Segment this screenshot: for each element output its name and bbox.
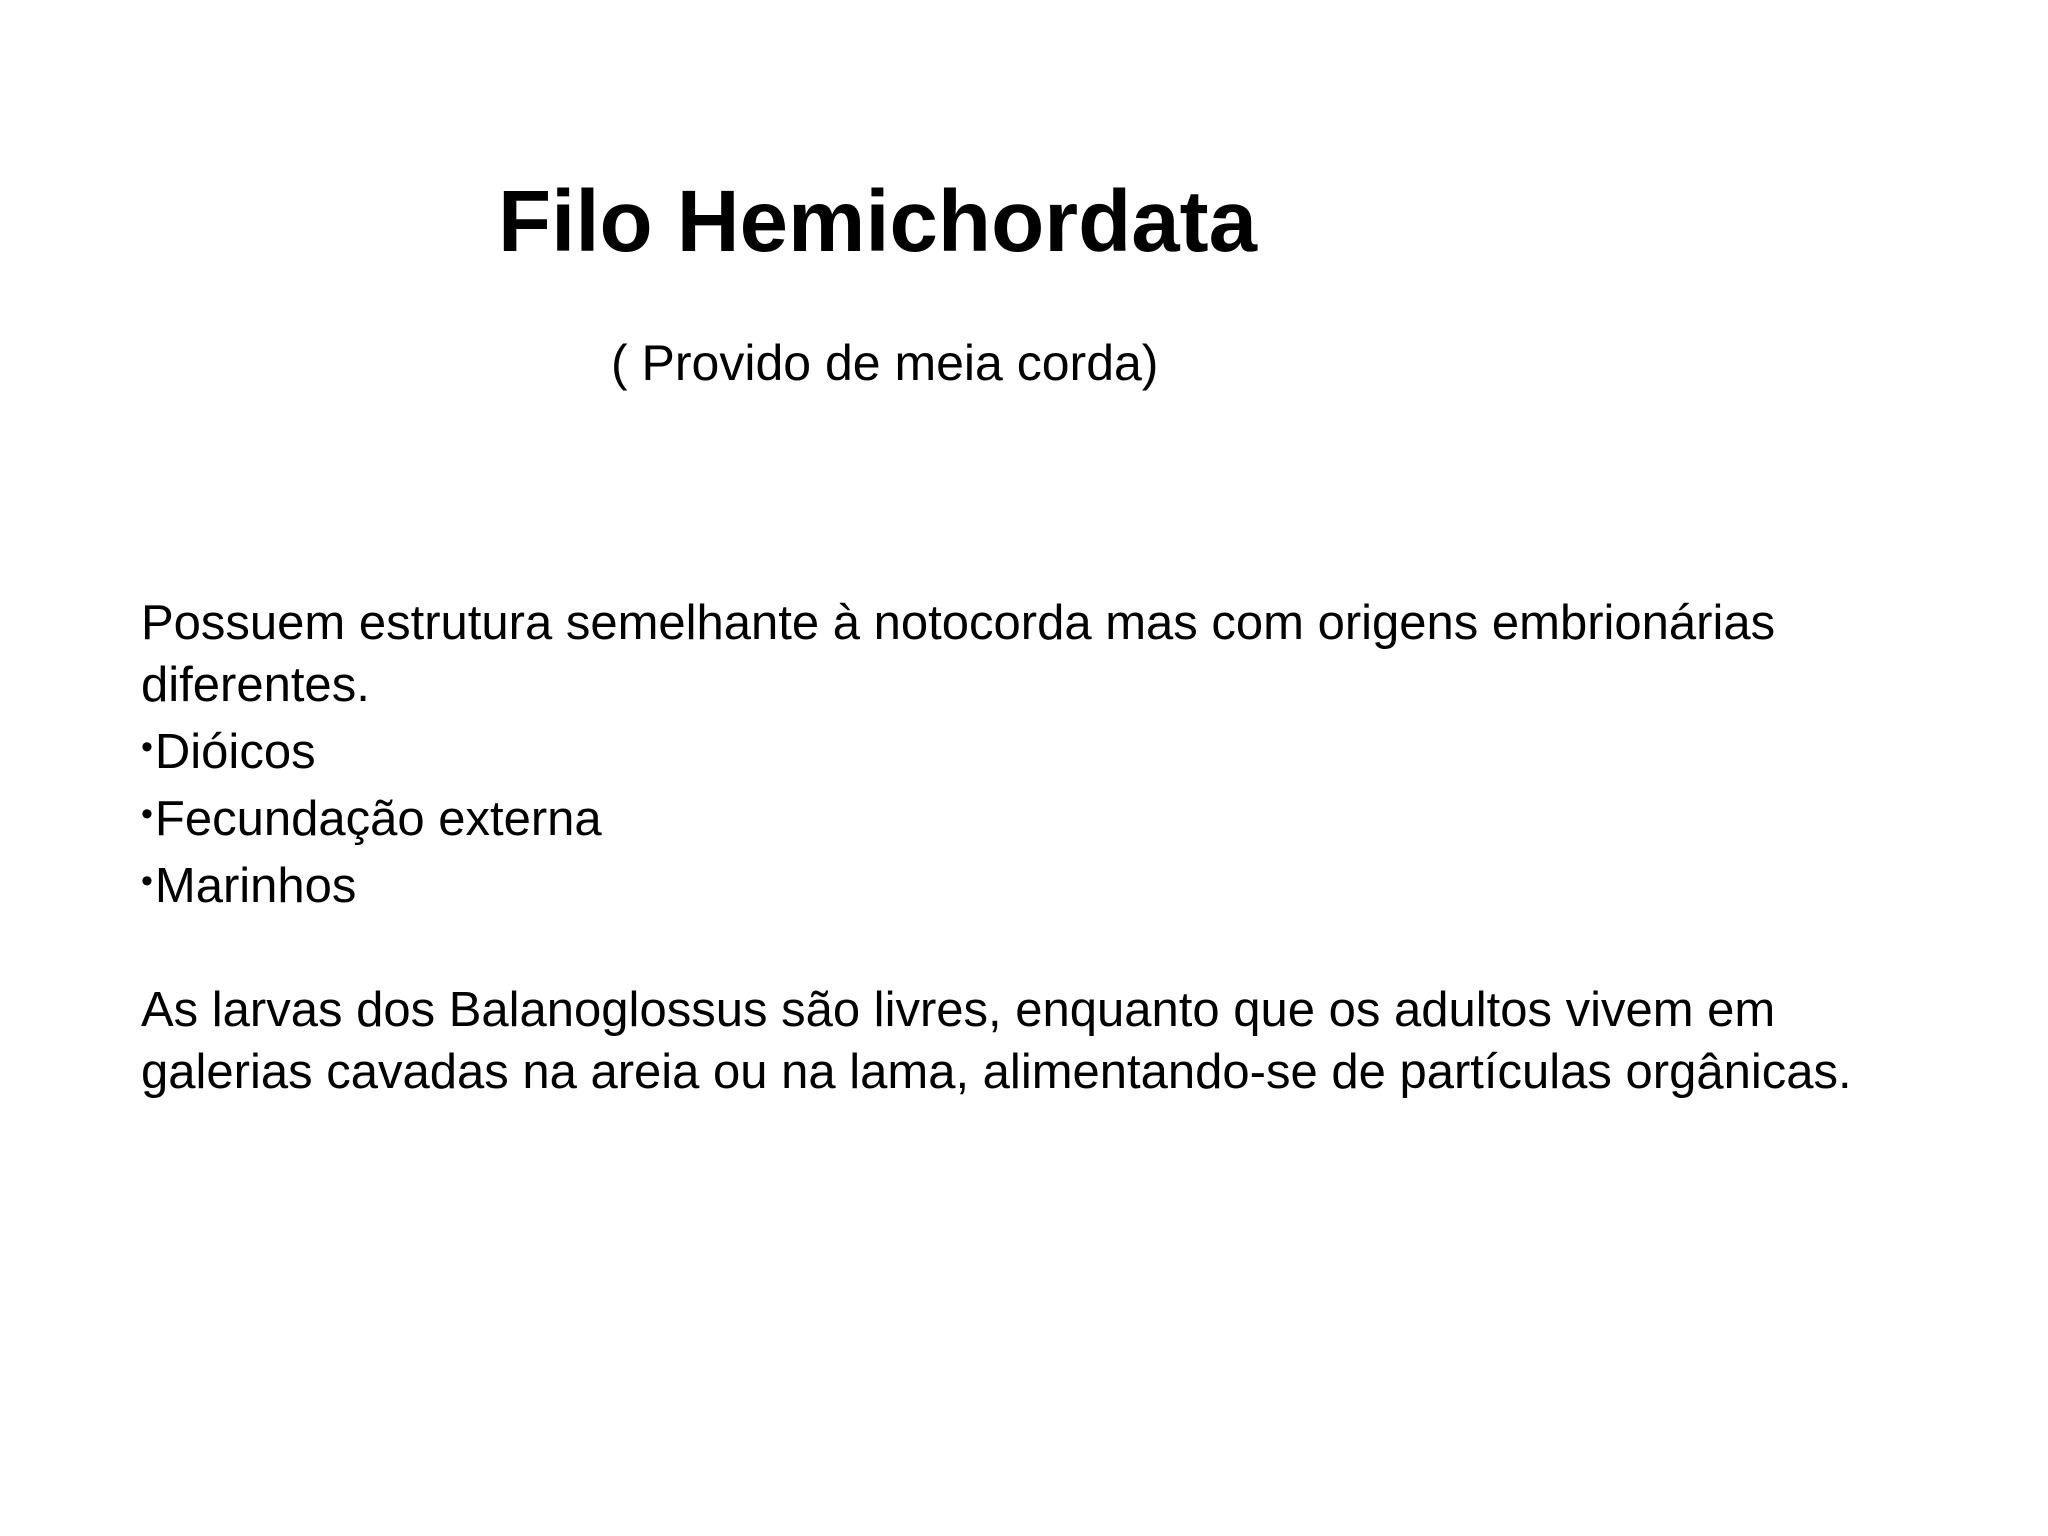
closing-line: As larvas dos Balanoglossus são livres, enquanto que os adultos vivem em — [141, 983, 1776, 1037]
intro-text: Possuem estrutura semelhante à notocorda mas com origens embrionárias diferentes. — [141, 596, 1776, 712]
bullet-text: Dióicos — [154, 725, 316, 779]
intro-paragraph — [141, 592, 1991, 716]
bullet-icon: • — [141, 728, 153, 766]
bullet-text: Fecundação externa — [154, 792, 602, 846]
slide-title: Filo Hemichordata — [498, 173, 1257, 270]
bullet-item — [141, 783, 1991, 850]
bullet-item — [141, 850, 1991, 917]
bullet-icon: • — [141, 862, 153, 900]
closing-paragraph — [141, 979, 1991, 1103]
bullet-item — [141, 716, 1991, 783]
bullet-icon: • — [141, 795, 153, 833]
bullet-list — [141, 716, 1991, 917]
slide-subtitle: ( Provido de meia corda) — [611, 335, 1159, 391]
bullet-text: Marinhos — [154, 859, 357, 913]
slide-body — [141, 592, 1991, 1103]
closing-line: galerias cavadas na areia ou na lama, alimentando-se de partículas orgânicas. — [141, 1045, 1852, 1099]
paragraph-spacer — [141, 917, 1991, 979]
